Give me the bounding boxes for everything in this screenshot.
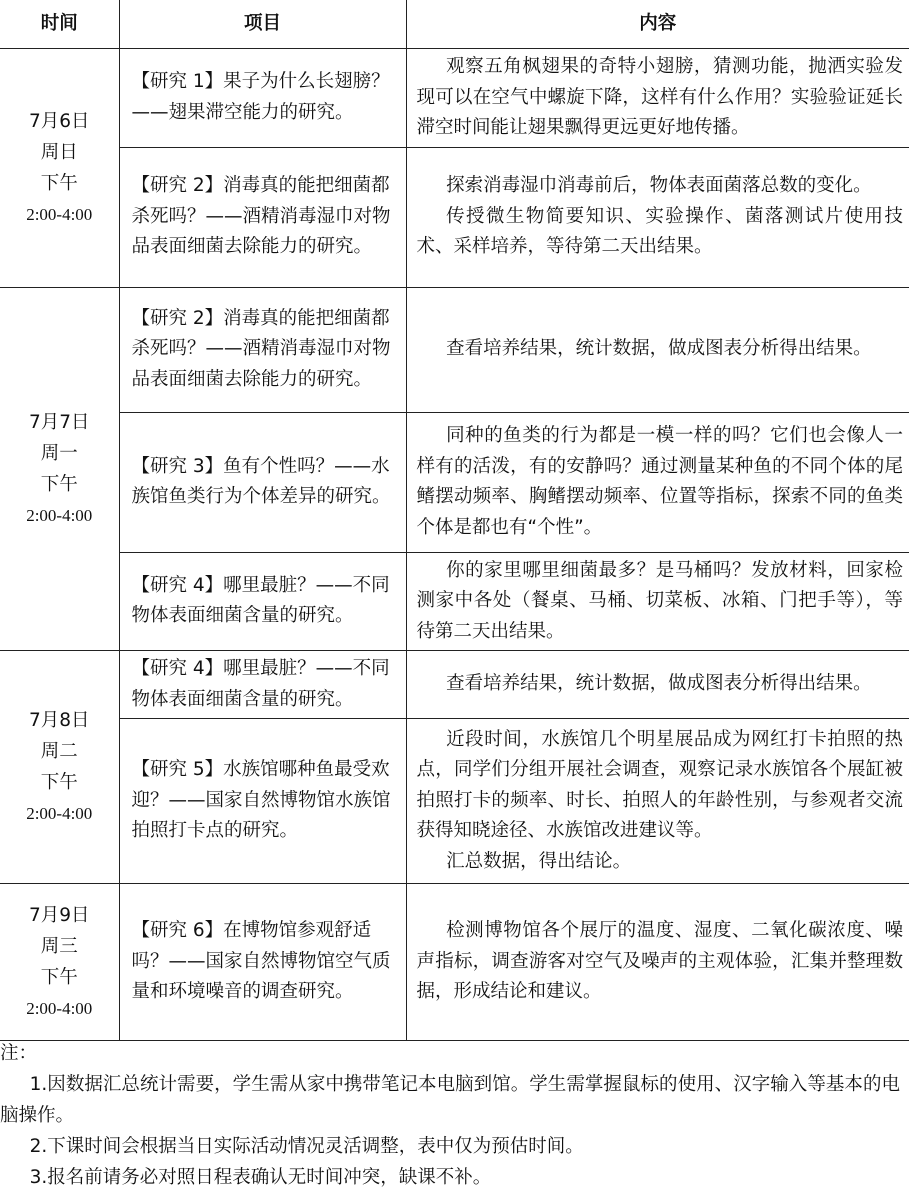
table-row xyxy=(0,412,909,552)
note-item: 1.因数据汇总统计需要，学生需从家中携带笔记本电脑到馆。学生需掌握鼠标的使用、汉字输入等基本的电脑操作。 xyxy=(0,1074,900,1126)
table-row xyxy=(0,719,909,884)
time-cell xyxy=(0,49,119,288)
content-paragraph: 查看培养结果，统计数据，做成图表分析得出结果。 xyxy=(446,338,872,360)
project-cell: 【研究 4】哪里最脏？——不同物体表面细菌含量的研究。 xyxy=(119,651,406,719)
weekday-label: 周三 xyxy=(40,936,78,957)
table-row xyxy=(0,651,909,719)
content-paragraph: 同种的鱼类的行为都是一模一样的吗？它们也会像人一样有的活泼，有的安静吗？通过测量某种鱼的不同个体的尾鳍摆动频率、胸鳍摆动频率、位置等指标，探索不同的鱼类个体是都也有“个性”。 xyxy=(416,425,903,538)
period-label: 下午 xyxy=(40,473,78,495)
time-cell xyxy=(0,287,119,651)
content-paragraph: 汇总数据，得出结论。 xyxy=(446,850,632,872)
content-paragraph: 观察五角枫翅果的奇特小翅膀，猜测功能，抛洒实验发现可以在空气中螺旋下降，这样有什么作用？实验验证延长滞空时间能让翅果飘得更远更好地传播。 xyxy=(416,56,903,138)
project-cell: 【研究 2】消毒真的能把细菌都杀死吗？——酒精消毒湿巾对物品表面细菌去除能力的研究。 xyxy=(119,147,406,287)
header-row xyxy=(0,0,909,49)
table-row xyxy=(0,884,909,1041)
content-paragraph: 你的家里哪里细菌最多？是马桶吗？发放材料，回家检测家中各处（餐桌、马桶、切菜板、冰箱、门把手等），等待第二天出结果。 xyxy=(416,559,903,642)
period-label: 下午 xyxy=(40,967,78,988)
content-paragraph: 查看培养结果，统计数据，做成图表分析得出结果。 xyxy=(446,673,872,695)
period-label: 下午 xyxy=(40,772,78,793)
project-cell: 【研究 6】在博物馆参观舒适吗？——国家自然博物馆空气质量和环境噪音的调查研究。 xyxy=(119,884,406,1041)
project-cell: 【研究 2】消毒真的能把细菌都杀死吗？——酒精消毒湿巾对物品表面细菌去除能力的研究。 xyxy=(119,287,406,412)
content-paragraph: 近段时间，水族馆几个明星展品成为网红打卡拍照的热点，同学们分组开展社会调查，观察记录水族馆各个展缸被拍照打卡的频率、时长、拍照人的年龄性别，与参观者交流获得知晓途径、水族馆改进建议等。 xyxy=(416,728,903,842)
project-cell: 【研究 3】鱼有个性吗？——水族馆鱼类行为个体差异的研究。 xyxy=(119,412,406,552)
hours-label: 2:00-4:00 xyxy=(26,804,93,823)
content-paragraph: 探索消毒湿巾消毒前后，物体表面菌落总数的变化。 xyxy=(446,175,872,197)
notes-title: 注： xyxy=(0,1043,38,1064)
table-row xyxy=(0,147,909,287)
content-cell xyxy=(406,719,909,884)
header-project: 项目 xyxy=(119,0,406,49)
period-label: 下午 xyxy=(40,172,78,194)
hours-label: 2:00-4:00 xyxy=(26,999,93,1018)
content-cell xyxy=(406,287,909,412)
project-cell: 【研究 4】哪里最脏？——不同物体表面细菌含量的研究。 xyxy=(119,552,406,651)
note-item: 2.下课时间会根据当日实际活动情况灵活调整，表中仅为预估时间。 xyxy=(29,1136,584,1157)
hours-label: 2:00-4:00 xyxy=(26,204,93,224)
date-label: 7月9日 xyxy=(28,905,90,926)
content-cell xyxy=(406,552,909,651)
table-row xyxy=(0,552,909,651)
content-cell xyxy=(406,147,909,287)
time-cell xyxy=(0,651,119,884)
weekday-label: 周二 xyxy=(40,741,78,762)
content-cell xyxy=(406,884,909,1041)
weekday-label: 周日 xyxy=(40,141,78,163)
date-label: 7月6日 xyxy=(28,110,90,132)
header-time: 时间 xyxy=(0,0,119,49)
content-cell xyxy=(406,49,909,148)
hours-label: 2:00-4:00 xyxy=(26,505,93,525)
content-cell xyxy=(406,412,909,552)
date-label: 7月7日 xyxy=(28,411,90,433)
date-label: 7月8日 xyxy=(28,710,90,731)
content-cell xyxy=(406,651,909,719)
notes-section xyxy=(0,1038,900,1193)
header-content: 内容 xyxy=(406,0,909,49)
note-item: 3.报名前请务必对照日程表确认无时间冲突，缺课不补。 xyxy=(29,1167,492,1188)
table-row xyxy=(0,49,909,148)
weekday-label: 周一 xyxy=(40,442,78,464)
project-cell: 【研究 5】水族馆哪种鱼最受欢迎？——国家自然博物馆水族馆拍照打卡点的研究。 xyxy=(119,719,406,884)
content-paragraph: 检测博物馆各个展厅的温度、湿度、二氧化碳浓度、噪声指标，调查游客对空气及噪声的主观体验，汇集并整理数据，形成结论和建议。 xyxy=(416,920,903,1003)
content-paragraph: 传授微生物简要知识、实验操作、菌落测试片使用技术、采样培养，等待第二天出结果。 xyxy=(416,205,903,258)
time-cell xyxy=(0,884,119,1041)
table-row xyxy=(0,287,909,412)
project-cell: 【研究 1】果子为什么长翅膀？——翅果滞空能力的研究。 xyxy=(119,49,406,148)
